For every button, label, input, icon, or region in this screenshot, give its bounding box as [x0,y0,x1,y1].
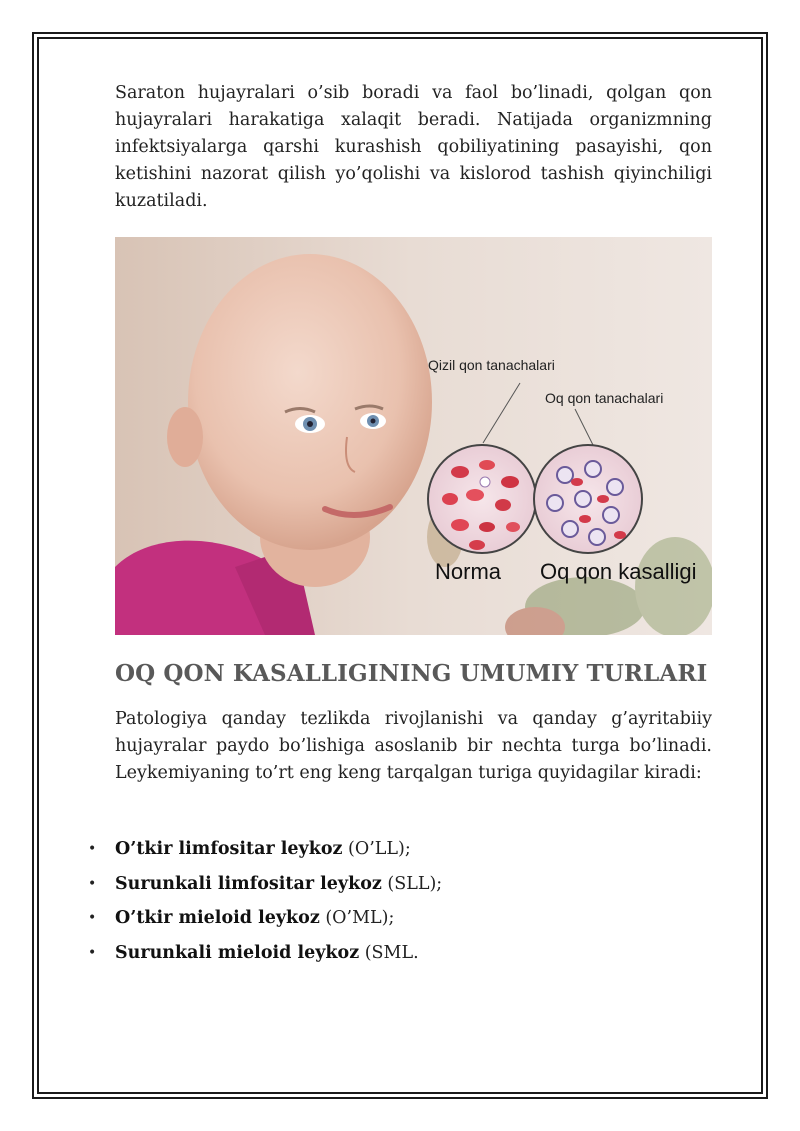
type-name: O’tkir limfositar leykoz [115,839,343,859]
type-abbreviation: (SLL); [381,873,443,894]
type-name: Surunkali mieloid leykoz [115,942,360,963]
bullet-icon: • [88,875,97,892]
section-heading: OQ QON KASALLIGINING UMUMIY TURLARI [115,660,708,687]
leukemia-types-list [88,832,442,970]
intro-section [115,80,712,215]
illustration-canvas [115,237,712,635]
list-item [88,901,442,936]
normal-blood-circle [428,445,536,553]
label-white-cells: Oq qon tanachalari [545,390,664,406]
bullet-icon: • [88,944,97,961]
caption-leukemia: Oq qon kasalligi [540,559,697,584]
type-name: Surunkali limfositar leykoz [115,873,382,894]
caption-normal: Norma [435,559,502,584]
type-abbreviation: (O’LL); [342,839,411,859]
bullet-icon: • [88,910,97,926]
types-section [115,706,712,787]
leukemia-illustration [115,237,712,635]
list-item [88,867,442,902]
type-abbreviation: (SML. [359,942,419,963]
type-abbreviation: (O’ML); [319,908,395,928]
intro-paragraph: Saraton hujayralari o’sib boradi va faol bo’linadi, qolgan qon hujayralari harakatiga xalaqit beradi. Natijada organizmning infektsiyalarga qarshi kurashish qobiliyatining pasayishi, qon ketishini nazorat qilish yo’qolishi va kislorod tashish qiyinchiligi kuzatiladi. [115,83,712,211]
leukemia-blood-circle [534,445,642,553]
list-item [88,936,442,971]
list-item [88,832,442,867]
bullet-icon: • [88,841,97,857]
section-paragraph: Patologiya qanday tezlikda rivojlanishi va qanday g’ayritabiiy hujayralar paydo bo’lishiga asoslanib bir nechta turga bo’linadi. Leykemiyaning to’rt eng keng tarqalgan turiga quyidagilar kiradi: [115,709,712,783]
type-name: O’tkir mieloid leykoz [115,908,320,928]
label-red-cells: Qizil qon tanachalari [428,357,555,373]
